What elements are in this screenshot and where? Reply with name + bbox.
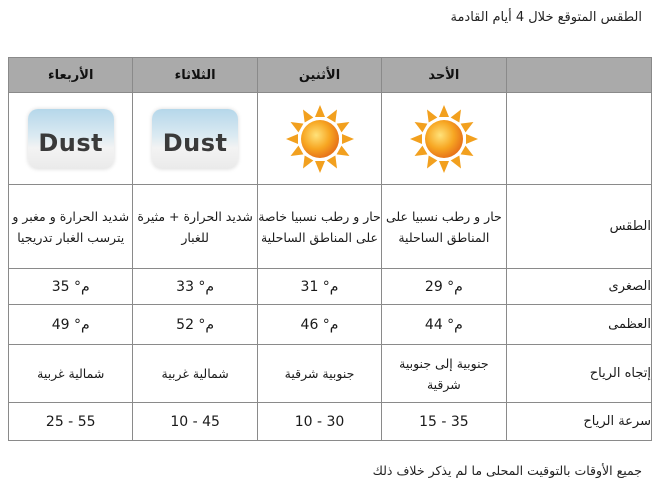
min-sun: 29 °م xyxy=(382,269,506,305)
weather-sun: حار و رطب نسبيا على المناطق الساحلية xyxy=(382,185,506,269)
icon-row xyxy=(9,93,652,185)
wind-speed-tue: 10 - 45 xyxy=(133,403,257,441)
dust-icon: Dust xyxy=(152,109,238,169)
header-corner xyxy=(506,58,651,93)
wind-speed-row xyxy=(9,403,652,441)
weather-label: الطقس xyxy=(506,185,651,269)
day-header-tue: الثلاثاء xyxy=(133,58,257,93)
wind-dir-row xyxy=(9,345,652,403)
wind-speed-mon: 10 - 30 xyxy=(257,403,381,441)
icon-row-label xyxy=(506,93,651,185)
weather-mon: حار و رطب نسبيا خاصة على المناطق الساحلية xyxy=(257,185,381,269)
max-label: العظمى xyxy=(506,305,651,345)
weather-wed: شديد الحرارة و مغبر و يترسب الغبار تدريجيا xyxy=(9,185,133,269)
icon-cell-mon xyxy=(257,93,381,185)
min-tue: 33 °م xyxy=(133,269,257,305)
max-mon: 46 °م xyxy=(257,305,381,345)
max-row xyxy=(9,305,652,345)
min-label: الصغرى xyxy=(506,269,651,305)
sun-icon xyxy=(408,103,480,175)
footer-note: جميع الأوقات بالتوقيت المحلى ما لم يذكر خلاف ذلك xyxy=(372,463,642,478)
page-title: الطقس المتوقع خلال 4 أيام القادمة xyxy=(450,10,642,25)
weather-row xyxy=(9,185,652,269)
icon-cell-sun xyxy=(382,93,506,185)
max-tue: 52 °م xyxy=(133,305,257,345)
day-header-sun: الأحد xyxy=(382,58,506,93)
sun-icon xyxy=(284,103,356,175)
icon-cell-tue xyxy=(133,93,257,185)
min-row xyxy=(9,269,652,305)
min-wed: 35 °م xyxy=(9,269,133,305)
weather-tue: شديد الحرارة + مثيرة للغبار xyxy=(133,185,257,269)
wind-dir-mon: جنوبية شرقية xyxy=(257,345,381,403)
max-wed: 49 °م xyxy=(9,305,133,345)
wind-speed-sun: 15 - 35 xyxy=(382,403,506,441)
wind-dir-label: إتجاه الرياح xyxy=(506,345,651,403)
wind-dir-wed: شمالية غربية xyxy=(9,345,133,403)
header-row xyxy=(9,58,652,93)
day-header-mon: الأثنين xyxy=(257,58,381,93)
min-mon: 31 °م xyxy=(257,269,381,305)
wind-speed-wed: 25 - 55 xyxy=(9,403,133,441)
day-header-wed: الأربعاء xyxy=(9,58,133,93)
wind-dir-tue: شمالية غربية xyxy=(133,345,257,403)
max-sun: 44 °م xyxy=(382,305,506,345)
forecast-table xyxy=(8,57,652,441)
icon-cell-wed xyxy=(9,93,133,185)
wind-dir-sun: جنوبية إلى جنوبية شرقية xyxy=(382,345,506,403)
wind-speed-label: سرعة الرياح xyxy=(506,403,651,441)
dust-icon: Dust xyxy=(28,109,114,169)
